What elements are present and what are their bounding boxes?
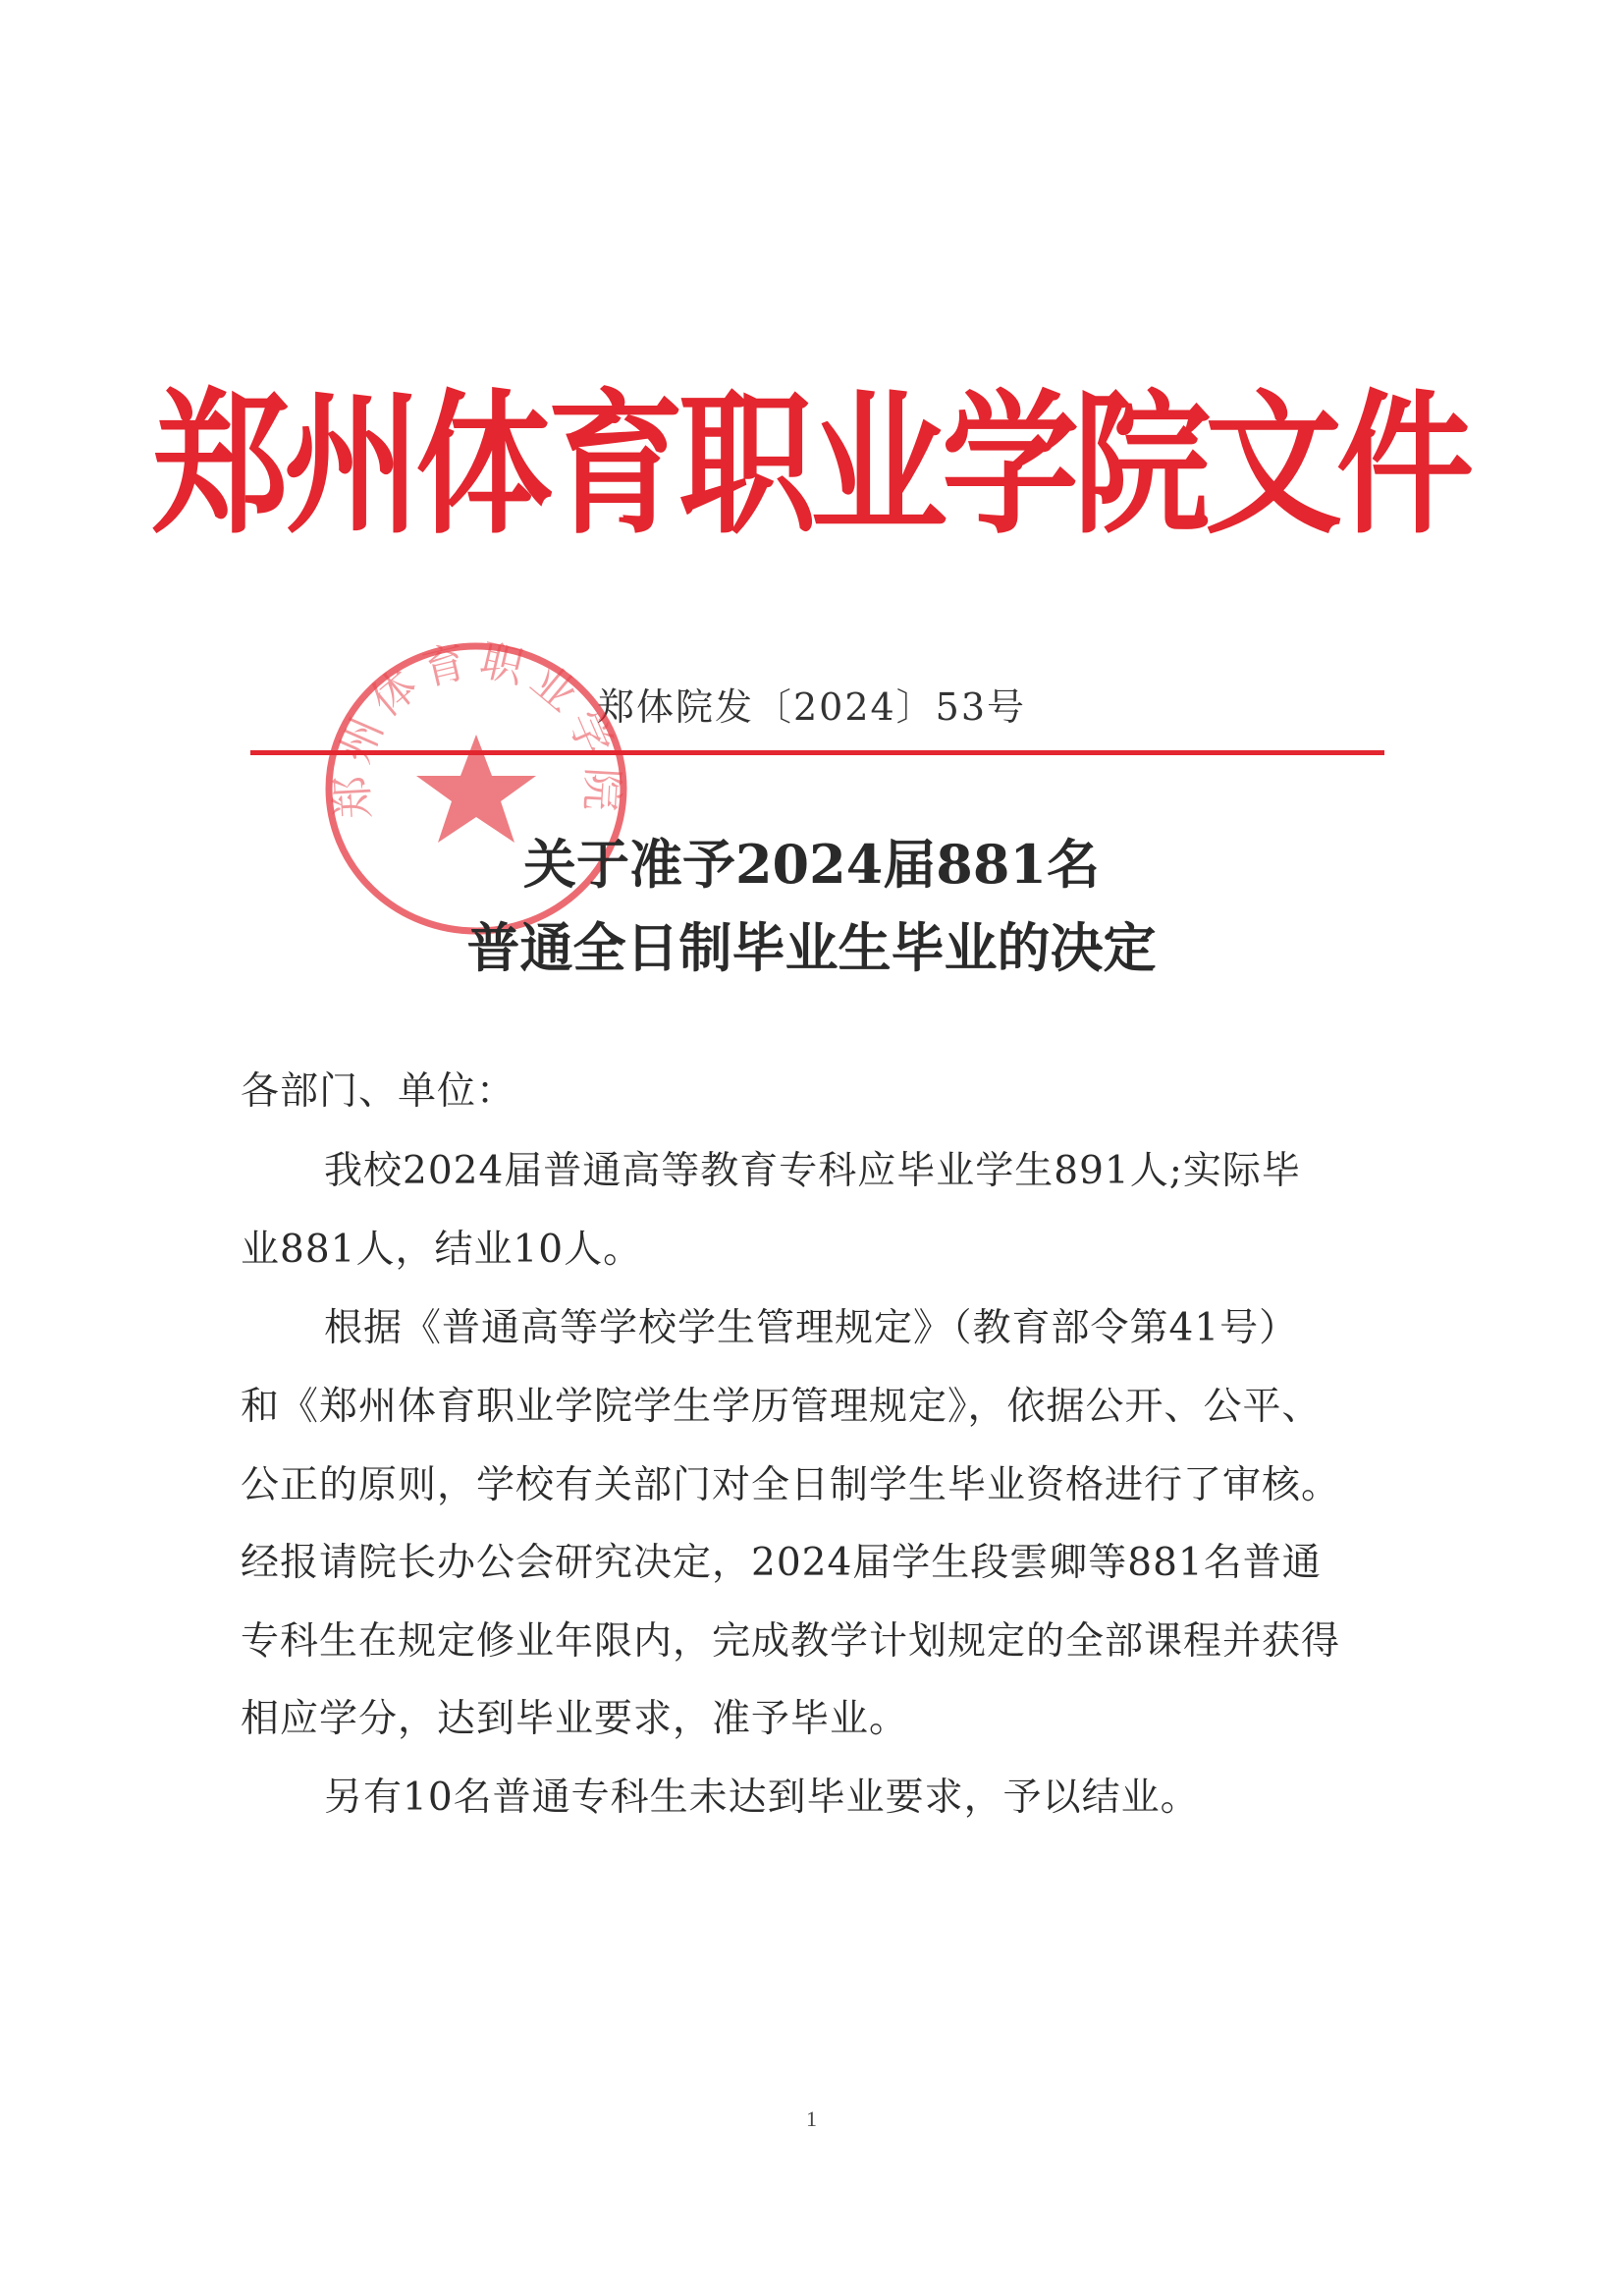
document-title-line-2: 普通全日制毕业生毕业的决定 xyxy=(466,916,1157,979)
body-line: 经报请院长办公会研究决定，2024届学生段雲卿等881名普通 xyxy=(241,1541,1322,1585)
document-title-line-1: 关于准予2024届881名 xyxy=(522,833,1100,896)
masthead-title: 郑州体育职业学院文件 xyxy=(151,376,1468,556)
document-number: 郑体院发〔2024〕53号 xyxy=(596,685,1027,729)
body-line: 相应学分，达到毕业要求，准予毕业。 xyxy=(241,1697,909,1741)
seal-star-icon xyxy=(416,735,536,843)
salutation: 各部门、单位： xyxy=(241,1069,516,1114)
body-line: 我校2024届普通高等教育专科应毕业学生891人;实际毕 xyxy=(324,1149,1301,1193)
body-line: 和《郑州体育职业学院学生学历管理规定》，依据公开、公平、 xyxy=(241,1385,1322,1429)
page-number: 1 xyxy=(806,2106,817,2131)
body-line: 公正的原则，学校有关部门对全日制学生毕业资格进行了审核。 xyxy=(241,1463,1341,1507)
body-line: 另有10名普通专科生未达到毕业要求，予以结业。 xyxy=(324,1776,1200,1820)
body-line: 业881人，结业10人。 xyxy=(241,1228,643,1272)
seal-ring-text: 郑州体育职业学院 xyxy=(326,636,628,821)
body-line: 根据《普通高等学校学生管理规定》（教育部令第41号） xyxy=(324,1306,1299,1350)
body-line: 专科生在规定修业年限内，完成教学计划规定的全部课程并获得 xyxy=(241,1619,1341,1664)
